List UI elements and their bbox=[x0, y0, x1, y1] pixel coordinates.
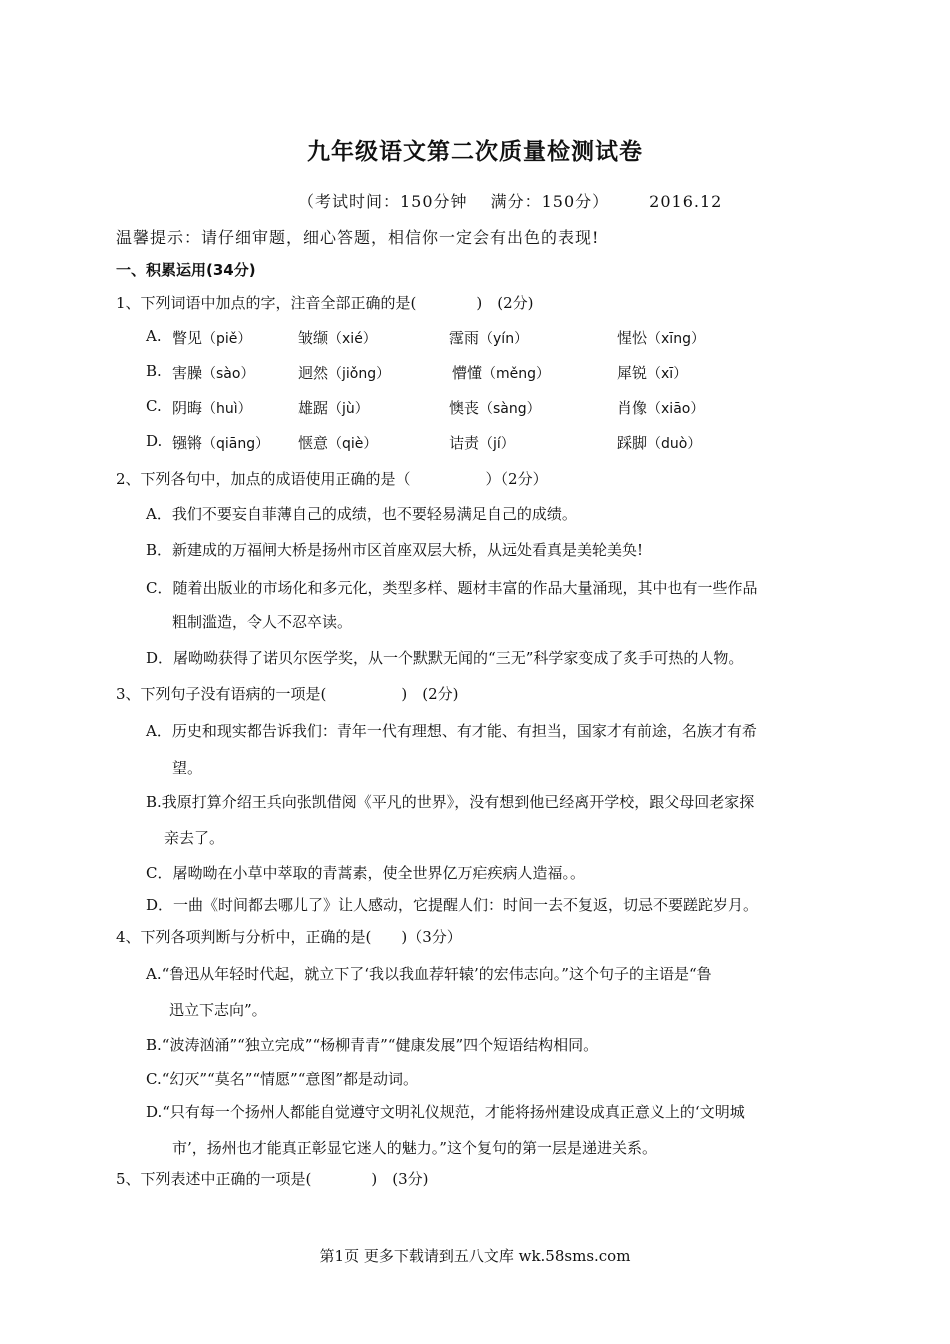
tip-text: 温馨提示：请仔细审题，细心答题，相信你一定会有出色的表现! bbox=[116, 228, 600, 247]
q1-option-item: 惬意（qiè） bbox=[298, 434, 378, 452]
q1-option-item: 惺忪（xīng） bbox=[617, 329, 705, 347]
question-2-stem: 2、下列各句中，加点的成语使用正确的是（ ）（2分） bbox=[116, 470, 548, 488]
q2-option-b: B．新建成的万福闸大桥是扬州市区首座双层大桥，从远处看真是美轮美奂! bbox=[146, 541, 644, 559]
section-title: 一、积累运用(34分) bbox=[116, 261, 256, 279]
q1-option-item: 犀锐（xī） bbox=[617, 364, 688, 382]
q1-option-d-label: D. bbox=[146, 432, 163, 450]
q1-option-item: 懵懂（měng） bbox=[452, 364, 551, 382]
q3-option-b: B.我原打算介绍王兵向张凯借阅《平凡的世界》，没有想到他已经离开学校，跟父母回老家探 bbox=[146, 793, 755, 811]
q2-option-d: D．屠呦呦获得了诺贝尔医学奖，从一个默默无闻的“三无”科学家变成了炙手可热的人物。 bbox=[146, 649, 744, 667]
q2-option-a: A．我们不要妄自菲薄自己的成绩，也不要轻易满足自己的成绩。 bbox=[146, 505, 577, 523]
q1-option-item: 阴晦（huì） bbox=[172, 399, 252, 417]
exam-info bbox=[298, 189, 722, 212]
q4-option-c: C.“幻灭”“莫名”“情愿”“意图”都是动词。 bbox=[146, 1070, 419, 1088]
q1-option-a-label: A. bbox=[146, 327, 162, 345]
page-title: 九年级语文第二次质量检测试卷 bbox=[307, 139, 643, 165]
q1-option-item: 肖像（xiāo） bbox=[617, 399, 705, 417]
q4-option-d: D.“只有每一个扬州人都能自觉遵守文明礼仪规范，才能将扬州建设成真正意义上的‘文明城 bbox=[146, 1103, 745, 1121]
q1-option-b-label: B. bbox=[146, 362, 162, 380]
q1-option-item: 镪锵（qiāng） bbox=[172, 434, 270, 452]
q1-option-item: 诘责（jí） bbox=[449, 434, 515, 452]
question-5-stem: 5、下列表述中正确的一项是( ) (3分) bbox=[116, 1170, 429, 1188]
q4-option-a: A.“鲁迅从年轻时代起，就立下了‘我以我血荐轩辕’的宏伟志向。”这个句子的主语是“鲁 bbox=[146, 965, 712, 983]
q1-option-item: 害臊（sào） bbox=[172, 364, 255, 382]
q1-option-item: 皱缬（xié） bbox=[298, 329, 377, 347]
q2-option-c-cont: 粗制滥造，令人不忍卒读。 bbox=[172, 613, 353, 631]
question-1-stem: 1、下列词语中加点的字，注音全部正确的是( ) (2分) bbox=[116, 294, 534, 312]
q3-option-d: D．一曲《时间都去哪儿了》让人感动，它提醒人们：时间一去不复返，切忌不要蹉跎岁月。 bbox=[146, 896, 759, 914]
q1-option-item: 懊丧（sàng） bbox=[449, 399, 541, 417]
q4-option-a-cont: 迅立下志向”。 bbox=[169, 1001, 267, 1019]
page-footer: 第1页 更多下载请到五八文库 wk.58sms.com bbox=[319, 1247, 631, 1265]
q1-option-item: 霪雨（yín） bbox=[449, 329, 529, 347]
q3-option-a-cont: 望。 bbox=[172, 759, 203, 777]
q1-option-item: 迥然（jiǒng） bbox=[298, 364, 391, 382]
exam-time-score: （考试时间：150分钟 满分：150分） bbox=[298, 192, 610, 211]
q4-option-b: B.“波涛汹涌”“独立完成”“杨柳青青”“健康发展”四个短语结构相同。 bbox=[146, 1036, 599, 1054]
q3-option-a: A．历史和现实都告诉我们：青年一代有理想、有才能、有担当，国家才有前途，名族才有希 bbox=[146, 722, 757, 740]
q1-option-item: 瞥见（piě） bbox=[172, 329, 252, 347]
q1-option-item: 雄踞（jù） bbox=[298, 399, 369, 417]
q1-option-item: 踩脚（duò） bbox=[617, 434, 702, 452]
question-3-stem: 3、下列句子没有语病的一项是( ) (2分) bbox=[116, 685, 459, 703]
q2-option-c: C．随着出版业的市场化和多元化，类型多样、题材丰富的作品大量涌现，其中也有一些作品 bbox=[146, 579, 758, 597]
q1-option-c-label: C. bbox=[146, 397, 162, 415]
exam-date: 2016.12 bbox=[649, 192, 723, 211]
q4-option-d-cont: 市’，扬州也才能真正彰显它迷人的魅力。”这个复句的第一层是递进关系。 bbox=[172, 1139, 657, 1157]
q3-option-c: C．屠呦呦在小草中萃取的青蒿素，使全世界亿万疟疾病人造福。。 bbox=[146, 864, 585, 882]
q3-option-b-cont: 亲去了。 bbox=[164, 829, 225, 847]
question-4-stem: 4、下列各项判断与分析中，正确的是( )（3分） bbox=[116, 928, 462, 946]
